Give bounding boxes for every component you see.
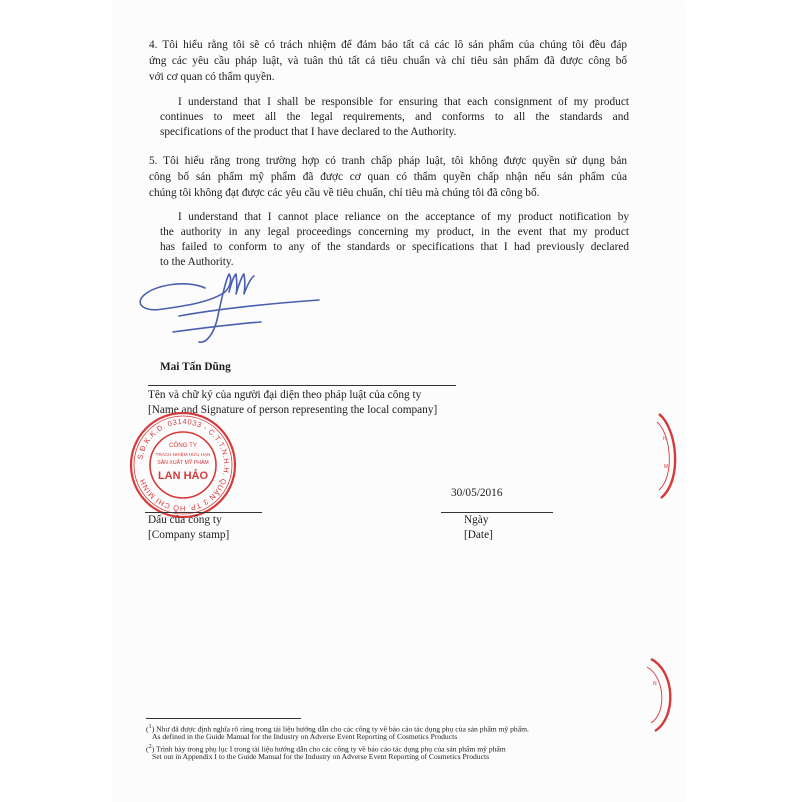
date-caption-vi: Ngày <box>464 514 489 526</box>
edge-seal-fragment-lower <box>641 655 681 735</box>
item4-en-line1: I understand that I shall be responsible for ensuring that each consignment of my product <box>178 96 629 108</box>
item5-en-line3: has failed to conform to any of the standards or specifications that I had previously declared <box>160 241 629 253</box>
date-caption-en: [Date] <box>464 529 493 541</box>
item5-vi-line2: công bố sản phẩm mỹ phẩm đã được cơ quan có thẩm quyền chấp nhận nếu sản phẩm của <box>149 171 627 183</box>
footnote-2-en: Set out in Appendix I to the Guide Manual for the Industry on Adverse Event Reporting of Cosmetics Products <box>152 752 490 761</box>
item4-en-line2: continues to meet all the legal requirements, and conforms to all the standards and <box>160 111 629 123</box>
seal-ring-text: S.Đ.K.K.D. 0314033 - C.T.T.N.H.H. QUẬN 3 TP. HỒ CHÍ MINH <box>135 416 232 514</box>
seal-line4: LAN HẢO <box>157 470 209 482</box>
company-stamp-caption-vi: Dấu của công ty <box>148 514 222 526</box>
seal-line2: TRÁCH NHIỆM HỮU HẠN <box>155 452 211 457</box>
item4-vi-line3: với cơ quan có thẩm quyền. <box>149 71 275 83</box>
company-seal <box>127 409 239 521</box>
svg-text:M: M <box>664 464 669 470</box>
handwritten-signature <box>133 262 333 352</box>
footnote-1-mark: 1 <box>148 723 152 730</box>
signature-line <box>148 385 456 386</box>
footnote-2-vi: ($^2$) Trình bày trong phụ lục I trong tài liệu hướng dẫn cho các công ty về báo cáo tác dụng phụ của sản phẩm mỹ phẩm <box>146 743 506 754</box>
item5-en-line1: I understand that I cannot place reliance on the acceptance of my product notification by <box>178 211 629 223</box>
signatory-name: Mai Tấn Dũng <box>160 361 231 373</box>
item5-vi-line1: 5. Tôi hiểu rằng trong trường hợp có tranh chấp pháp luật, tôi không được quyền sử dụng bản <box>149 155 627 167</box>
footnote-2-mark: 2 <box>148 743 152 750</box>
item4-en-line3: specifications of the product that I have declared to the Authority. <box>160 126 457 138</box>
item5-en-line2: the authority in any legal proceedings concerning my product, in the event that my product <box>160 226 629 238</box>
item5-vi-line3: chúng tôi không đạt được các yêu cầu về tiêu chuẩn, chỉ tiêu mà chúng tôi đã công bố. <box>149 187 540 199</box>
footnote-1-en: As defined in the Guide Manual for the Industry on Adverse Event Reporting of Cosmetics Products <box>152 732 458 741</box>
footnote-1-vi: ($^1$) Như đã được định nghĩa rõ ràng trong tài liệu hướng dẫn cho các công ty về báo cáo tác dụng phụ của sản phẩm mỹ phẩm. <box>146 723 529 734</box>
item4-vi-line2: ứng các yêu cầu pháp luật, và tuân thủ tất cả tiêu chuẩn và chỉ tiêu sản phẩm đã được công bố <box>149 55 627 67</box>
signatory-caption-en: [Name and Signature of person representing the local company] <box>148 404 438 416</box>
item4-vi-line1: 4. Tôi hiểu rằng tôi sẽ có trách nhiệm để đảm bảo tất cả các lô sản phẩm của chúng tôi đều đáp <box>149 39 627 51</box>
footnote-2-vi-text: Trình bày trong phụ lục I trong tài liệu hướng dẫn cho các công ty về báo cáo tác dụng phụ của sản phẩm mỹ phẩm <box>156 744 506 754</box>
svg-text:H: H <box>663 436 667 442</box>
date-value: 30/05/2016 <box>451 487 503 499</box>
item5-en-line4: to the Authority. <box>160 256 234 268</box>
signatory-caption-vi: Tên và chữ ký của người đại diện theo pháp luật của công ty <box>148 389 422 401</box>
company-stamp-caption-en: [Company stamp] <box>148 529 230 541</box>
date-line <box>441 512 553 513</box>
footnote-1-vi-text: Như đã được định nghĩa rõ ràng trong tài liệu hướng dẫn cho các công ty về báo cáo tác dụng phụ của sản phẩm mỹ phẩm. <box>156 724 529 734</box>
seal-line1: CÔNG TY <box>168 442 198 449</box>
document-page <box>113 0 683 802</box>
edge-seal-fragment-upper <box>655 410 685 500</box>
svg-text:N: N <box>653 681 657 687</box>
seal-line3: SẢN XUẤT MỸ PHẨM <box>157 460 209 466</box>
footnote-separator <box>146 718 301 719</box>
